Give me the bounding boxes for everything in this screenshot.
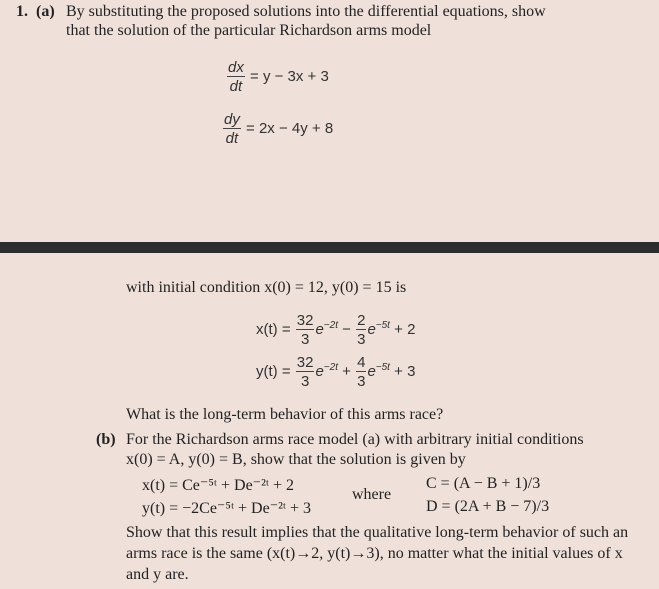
C-definition: C = (A − B + 1)/3	[426, 475, 541, 492]
eq2-rhs: = 2x − 4y + 8	[246, 119, 334, 137]
general-solution-y: y(t) = −2Ce⁻⁵ᵗ + De⁻²ᵗ + 3	[142, 500, 312, 517]
exponent: −2t	[323, 319, 338, 331]
problem-number: 1.	[16, 3, 28, 20]
exp-base: e	[315, 362, 324, 380]
operator: +	[342, 362, 351, 380]
exponent: −2t	[323, 361, 338, 373]
coef-num: 2	[357, 312, 366, 329]
eq2-denominator: dt	[225, 130, 239, 147]
page-divider	[0, 242, 659, 253]
coef-den: 3	[357, 331, 366, 348]
coef-num: 32	[296, 312, 314, 329]
operator: −	[342, 320, 351, 338]
general-solution-x: x(t) = Ce⁻⁵ᵗ + De⁻²ᵗ + 2	[142, 477, 294, 494]
part-a-label: (a)	[36, 3, 55, 20]
part-a-text-line2: that the solution of the particular Richardson arms model	[66, 22, 432, 39]
eq1-denominator: dt	[229, 78, 243, 95]
coef-num: 4	[357, 354, 366, 371]
sol-y-lhs: y(t) =	[256, 362, 291, 380]
part-a-text-line1: By substituting the proposed solutions into the differential equations, show	[66, 3, 546, 20]
coef-den: 3	[300, 373, 310, 390]
eq2-numerator: dy	[224, 111, 240, 128]
eq1-rhs: = y − 3x + 3	[250, 67, 329, 85]
constant: + 3	[394, 362, 416, 380]
solution-x	[256, 313, 415, 347]
part-b-line1: For the Richardson arms race model (a) with arbitrary initial conditions	[126, 431, 584, 448]
part-b-end-line1: Show that this result implies that the qualitative long-term behavior of such an	[126, 524, 629, 541]
D-definition: D = (2A + B − 7)/3	[426, 498, 550, 515]
constant: + 2	[394, 320, 416, 338]
exp-base: e	[315, 320, 324, 338]
coef-den: 3	[300, 331, 310, 348]
exponent: −5t	[375, 319, 390, 331]
eq1-numerator: dx	[228, 59, 244, 76]
question-a: What is the long-term behavior of this arms race?	[126, 406, 444, 423]
initial-condition-text: with initial condition x(0) = 12, y(0) = 15 is	[126, 279, 407, 296]
equation-dx-dt	[226, 60, 329, 94]
coef-num: 32	[296, 354, 314, 371]
part-b-label: (b)	[96, 431, 116, 448]
where-label: where	[352, 486, 392, 503]
part-b-end-line3: and y are.	[126, 566, 189, 583]
part-b-line2: x(0) = A, y(0) = B, show that the solution is given by	[126, 451, 466, 468]
solution-y	[256, 355, 415, 389]
part-b-end-line2: arms race is the same (x(t)→2, y(t)→3), no matter what the initial values of x	[126, 545, 623, 562]
sol-x-lhs: x(t) =	[256, 320, 291, 338]
exponent: −5t	[375, 361, 390, 373]
exp-base: e	[367, 362, 376, 380]
coef-den: 3	[357, 373, 366, 390]
equation-dy-dt	[222, 112, 333, 146]
exp-base: e	[367, 320, 376, 338]
